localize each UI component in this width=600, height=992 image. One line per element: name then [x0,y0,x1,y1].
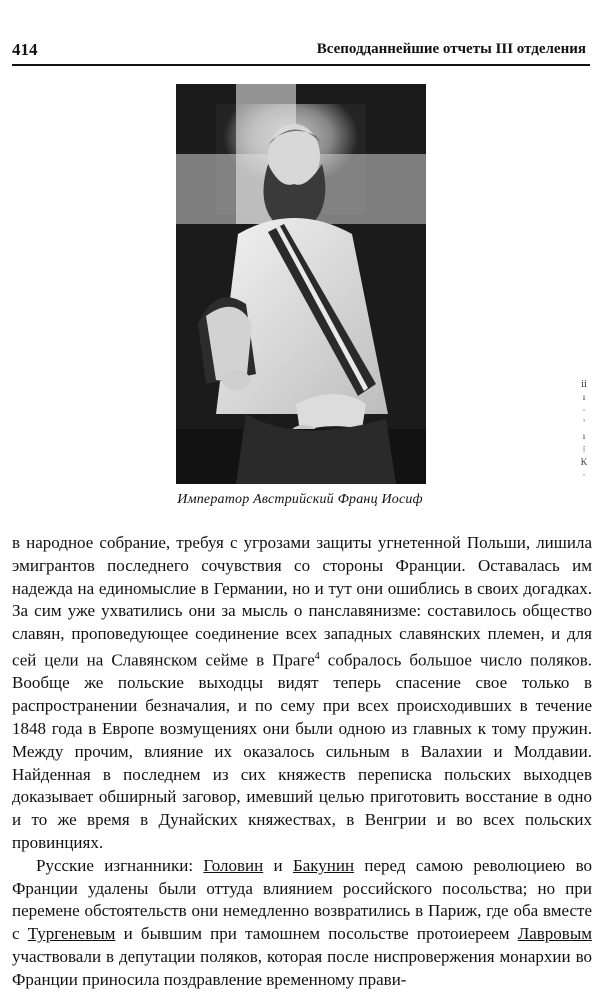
figure-caption: Император Австрийский Франц Иосиф [177,492,423,507]
portrait-photo [176,84,426,484]
margin-mark: ı [582,431,586,441]
paragraph-text: перед самою революциею во Франции удалены были оттуда влиянием российского посольства; но при перемене обстоятельств они немедленно возвратились в Париж, где оба вместе с [12,855,592,944]
paragraph-text: и [263,855,293,875]
margin-mark: ⅱ [581,379,587,389]
paragraph [12,532,592,855]
margin-mark: ⁝ [582,444,586,454]
name-golovin: Головин [203,855,264,875]
paragraph-text: собралось большое число поляков. Вообще же польские выходцы видят теперь спасение свое только в распространении безначалия, и по сему при всех происходивших в течение 1848 года в Европе возмущениях они были одною из главных к тому пружин. Между прочим, влияние их оказалось сильным в Валахии и Молдавии. Найденная в последнем из сих княжеств переписка польских выходцев доказывает обширный заговор, имевший целью приготовить восстание в одно и то же время в Дунайских княжествах, в Венгрии и во всех польских провинциях. [12,650,592,853]
margin-mark: · [582,405,586,415]
paragraph-text: в народное собрание, требуя с угрозами защиты угнетенной Польши, лишила эмигрантов последнего сочувствия со стороны Франции. Оставалась им надежда на единомыслие в Германии, но и тут они ошиблись в своих догадках. За сим уже ухватились они за мысль о панславянизме: составилось общество славян, проповедующее соединение всех западных славянских племен, и для сей цели на Славянском сейме в Праге [12,533,592,670]
running-title: Всеподданнейшие отчеты III отделения [316,41,586,57]
paragraph-text: и бывшим при тамошнем посольстве протоиереем [115,924,518,944]
name-lavrov: Лавровым [517,924,592,944]
footnote-ref: 4 [314,650,320,662]
margin-mark: · [582,470,586,480]
margin-mark: K [580,457,588,467]
page-header [12,40,590,66]
name-turgenev: Тургеневым [27,924,116,944]
paragraph [12,855,592,992]
body-text [12,532,592,992]
paragraph-text: участвовали в депутации поляков, которая после ниспровержения монархии во Франции приносила поздравление временному прави- [12,947,592,989]
page-number: 414 [12,40,38,59]
margin-mark: ı [582,392,586,402]
paragraph-text: Русские изгнанники: [36,855,204,875]
name-bakunin: Бакунин [292,855,355,875]
margin-mark: ' [583,418,585,428]
margin-marks [578,378,590,498]
